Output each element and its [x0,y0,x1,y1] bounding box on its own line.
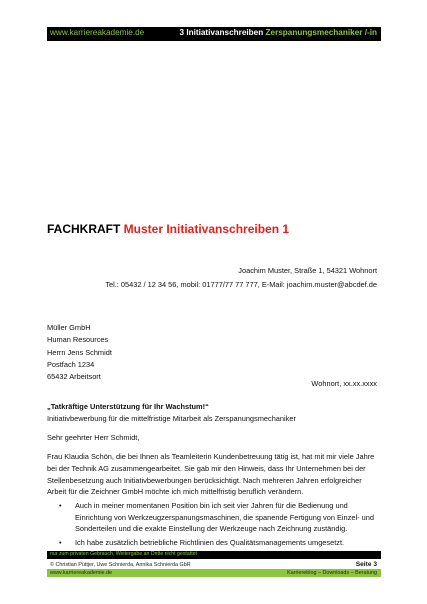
bullet-line: Auch in meiner momentanen Position bin ich seit vier Jahren für die Bedienung und [75,501,348,510]
footer-links[interactable]: Karriereblog – Downloads – Beratung [287,570,377,576]
bullet-item [47,500,382,535]
bullet-line: Ich habe zusätzlich betriebliche Richtlinien des Qualitätsmanagements umgesetzt. [75,537,345,547]
page-number: Seite 3 [355,561,377,568]
date-place: Wohnort, xx.xx.xxxx [311,379,377,388]
body-line: Stellenbesetzung auch Initiativbewerbungen berücksichtigt. Nach mehreren Jahren erfolgreicher [47,475,362,485]
footer-site-link[interactable]: www.karriereakademie.de [50,570,113,576]
recipient-line: Herrn Jens Schmidt [47,347,112,357]
bullet-dot-icon: • [59,501,62,510]
recipient-line: Postfach 1234 [47,359,95,369]
bullet-dot-icon: • [59,537,62,547]
bullet-item [47,537,382,549]
header-title-prefix: 3 Initiativanschreiben [179,28,264,37]
document-title-prefix: FACHKRAFT [47,222,121,236]
bullet-line: Einrichtung von Werkzeugzerspanungsmaschinen, die spanende Fertigung von Einzel- und [75,512,374,522]
header-title [180,28,378,37]
body-line: Arbeit für die Zeichner GmbH möchte ich mich mittelfristig beruflich verändern. [47,487,304,497]
document-title-highlight: Muster Initiativanschreiben 1 [123,222,290,236]
body-line: bei der Technik AG zusammengearbeitet. Sie gab mir den Hinweis, dass Ihr Unternehmen bei der [47,463,366,473]
header-title-highlight: Zerspanungsmechaniker /-in [265,28,377,37]
recipient-line: 65432 Arbeitsort [47,372,101,382]
sender-name-address: Joachim Muster, Straße 1, 54321 Wohnort [238,266,377,275]
sender-contact: Tel.: 05432 / 12 34 56, mobil: 01777/77 77 777, E-Mail: joachim.muster@abcdef.de [105,280,377,289]
body-line: Frau Klaudia Schön, die bei Ihnen als Teamleiterin Kundenbetreuung tätig ist, hat mit mir viele Jahre [47,452,375,461]
salutation: Sehr geehrter Herr Schmidt, [47,433,140,442]
footer-copyright: © Christian Püttjer, Uwe Schnierda, Annika Schnierda GbR [50,562,191,568]
footer-note: nur zum privaten Gebrauch, Weitergabe an Dritte nicht gestattet [50,551,197,557]
body-paragraph [47,451,382,498]
recipient-address [47,322,112,383]
subject-headline: „Tatkräftige Unterstützung für Ihr Wachstum!“ [47,402,209,411]
bullet-line: Sonderteilen und die exakte Einstellung der Werkzeuge nach Zeichnung zuständig. [75,524,348,534]
header-site-link[interactable]: www.karriereakademie.de [50,28,145,37]
bullet-list [47,500,382,550]
recipient-line: Human Resources [47,335,109,345]
recipient-line: Müller GmbH [47,323,91,332]
subject-line: Initiativbewerbung für die mittelfristige Mitarbeit als Zerspanungsmechaniker [47,414,296,423]
document-title [47,222,289,236]
